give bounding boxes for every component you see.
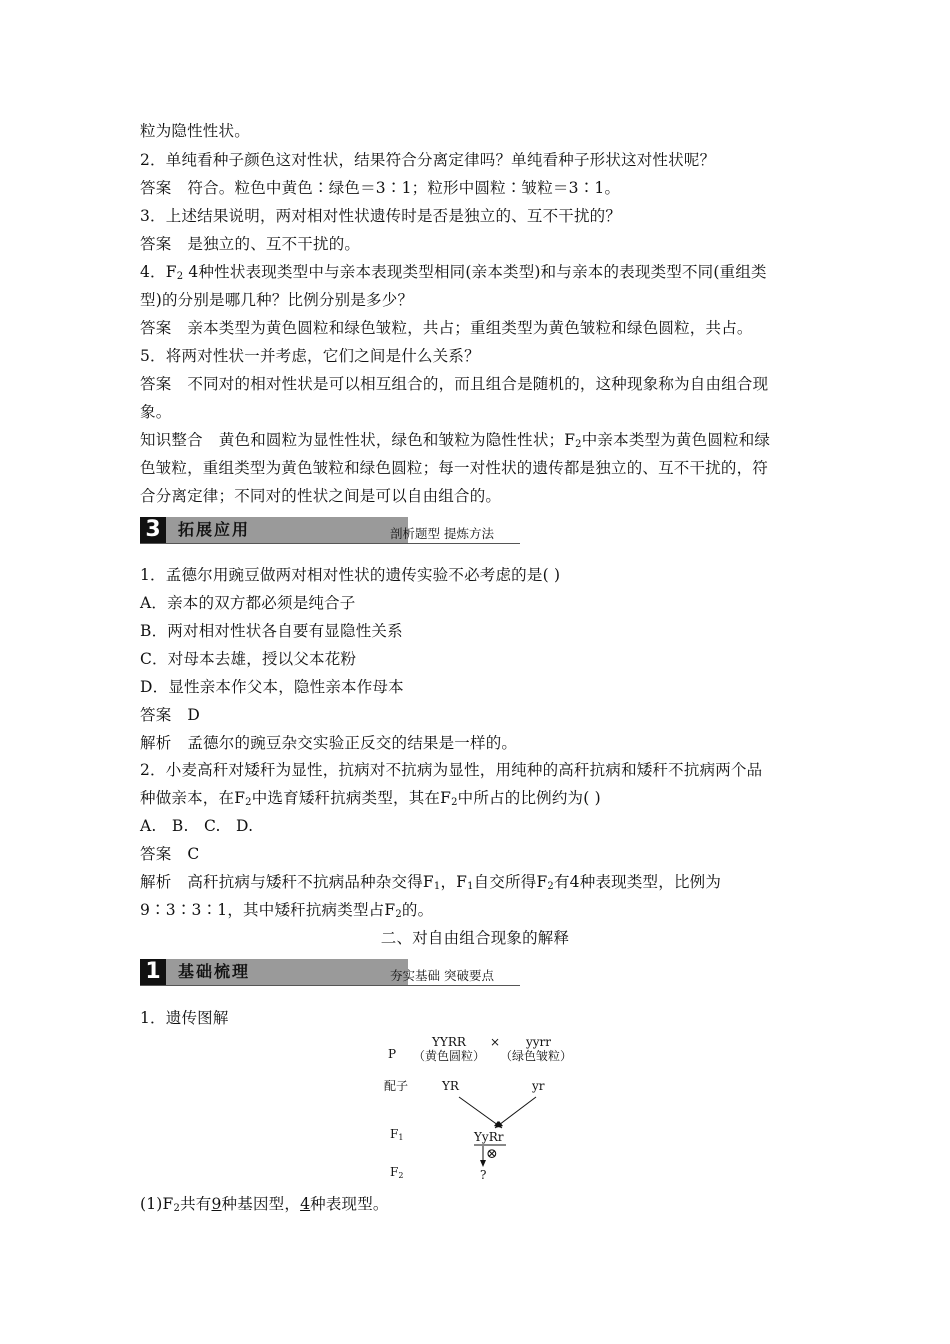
option-b: B．两对相对性状各自要有显隐性关系 [140,622,403,640]
fill-in-line: $(1)F_2$共有9种基因型，4种表现型。 [140,1195,389,1214]
f2-result: ? [480,1168,487,1182]
gamete-label: 配子 [384,1079,409,1093]
item-heading: 1．遗传图解 [140,1009,229,1027]
question-4-cont: 型)的分别是哪几种？比例分别是多少？ [140,291,414,309]
parent2-phenotype: （绿色皱粒） [500,1049,573,1063]
section-subtitle: 夯实基础 突破要点 [390,968,494,983]
f2-label: F2 [390,1165,404,1180]
section-banner-3 [140,513,520,547]
part-heading: 二、对自由组合现象的解释 [380,929,570,947]
option-a: A．亲本的双方都必须是纯合子 [140,594,356,612]
knowledge-summary-cont: 合分离定律；不同对的性状之间是可以自由组合的。 [140,487,502,505]
parent2-genotype: yyrr [526,1035,552,1049]
parent-label: P [388,1047,397,1061]
question-3: 3．上述结果说明，两对相对性状遗传时是否是独立的、互不干扰的？ [140,207,622,225]
option-d: D．显性亲本作父本，隐性亲本作母本 [140,678,404,696]
cross-symbol: × [490,1035,501,1049]
section-subtitle: 剖析题型 提炼方法 [390,526,494,541]
answer-3: 答案 是独立的、互不干扰的。 [140,235,361,253]
text-line: 粒为隐性性状。 [140,122,250,140]
f1-genotype: YyRr [474,1130,504,1144]
knowledge-summary: 知识整合 黄色和圆粒为显性性状，绿色和皱粒为隐性性状；$F_2$中亲本类型为黄色圆粒和绿 [140,431,771,450]
answer-q1: 答案 D [140,706,201,724]
banner-rule [140,543,520,544]
question-2: 2．单纯看种子颜色这对性状，结果符合分离定律吗？单纯看种子形状这对性状呢？ [140,151,716,169]
question-2b: 2．小麦高秆对矮秆为显性，抗病对不抗病为显性，用纯种的高秆抗病和矮秆不抗病两个品 [140,761,763,779]
section-banner-1 [140,955,520,989]
parent1-genotype: YYRR [432,1035,466,1049]
section-number: 1 [140,959,166,985]
question-5: 5．将两对性状一并考虑，它们之间是什么关系？ [140,347,480,365]
question-2b-cont: 种做亲本，在$F_2$中选育矮秆抗病类型，其在$F_2$中所占的比例约为( ) [140,789,601,808]
section-title: 拓展应用 [178,520,251,539]
parent1-phenotype: （黄色圆粒） [413,1049,486,1063]
option-c: C．对母本去雄，授以父本花粉 [140,650,357,668]
f1-label: F1 [390,1127,404,1142]
answer-5-cont: 象。 [140,403,172,421]
answer-q2: 答案 C [140,845,200,863]
answer-5: 答案 不同对的相对性状是可以相互组合的，而且组合是随机的，这种现象称为自由组合现 [140,375,769,393]
section-number: 3 [140,517,166,543]
analysis-q2: 解析 高秆抗病与矮秆不抗病品种杂交得$F_1$，$F_1$自交所得$F_2$有4种表现类型，比例为 [140,873,722,892]
section-title: 基础梳理 [178,962,251,981]
answer-2: 答案 符合。粒色中黄色∶绿色＝3∶1；粒形中圆粒∶皱粒＝3∶1。 [140,179,621,197]
genetic-cross-diagram [380,1035,600,1185]
analysis-q1: 解析 孟德尔的豌豆杂交实验正反交的结果是一样的。 [140,734,518,752]
question-1: 1．孟德尔用豌豆做两对相对性状的遗传实验不必考虑的是( ) [140,566,561,584]
options-q2: A. B. C. D. [140,817,254,835]
gamete-2: yr [532,1079,545,1093]
question-4: 4．$F_2$ 4种性状表现类型中与亲本表现类型相同(亲本类型)和与亲本的表现类型不同(重组类 [140,263,767,282]
answer-4: 答案 亲本类型为黄色圆粒和绿色皱粒，共占；重组类型为黄色皱粒和绿色圆粒，共占。 [140,319,753,337]
knowledge-summary-cont: 色皱粒，重组类型为黄色皱粒和绿色圆粒；每一对性状的遗传都是独立的、互不干扰的，符 [140,459,769,477]
self-cross-icon: ⊗ [486,1146,498,1162]
analysis-q2-cont: 9∶3∶3∶1，其中矮秆抗病类型占$F_2$的。 [140,901,434,920]
gamete-1: YR [442,1079,459,1093]
banner-rule [140,985,520,986]
